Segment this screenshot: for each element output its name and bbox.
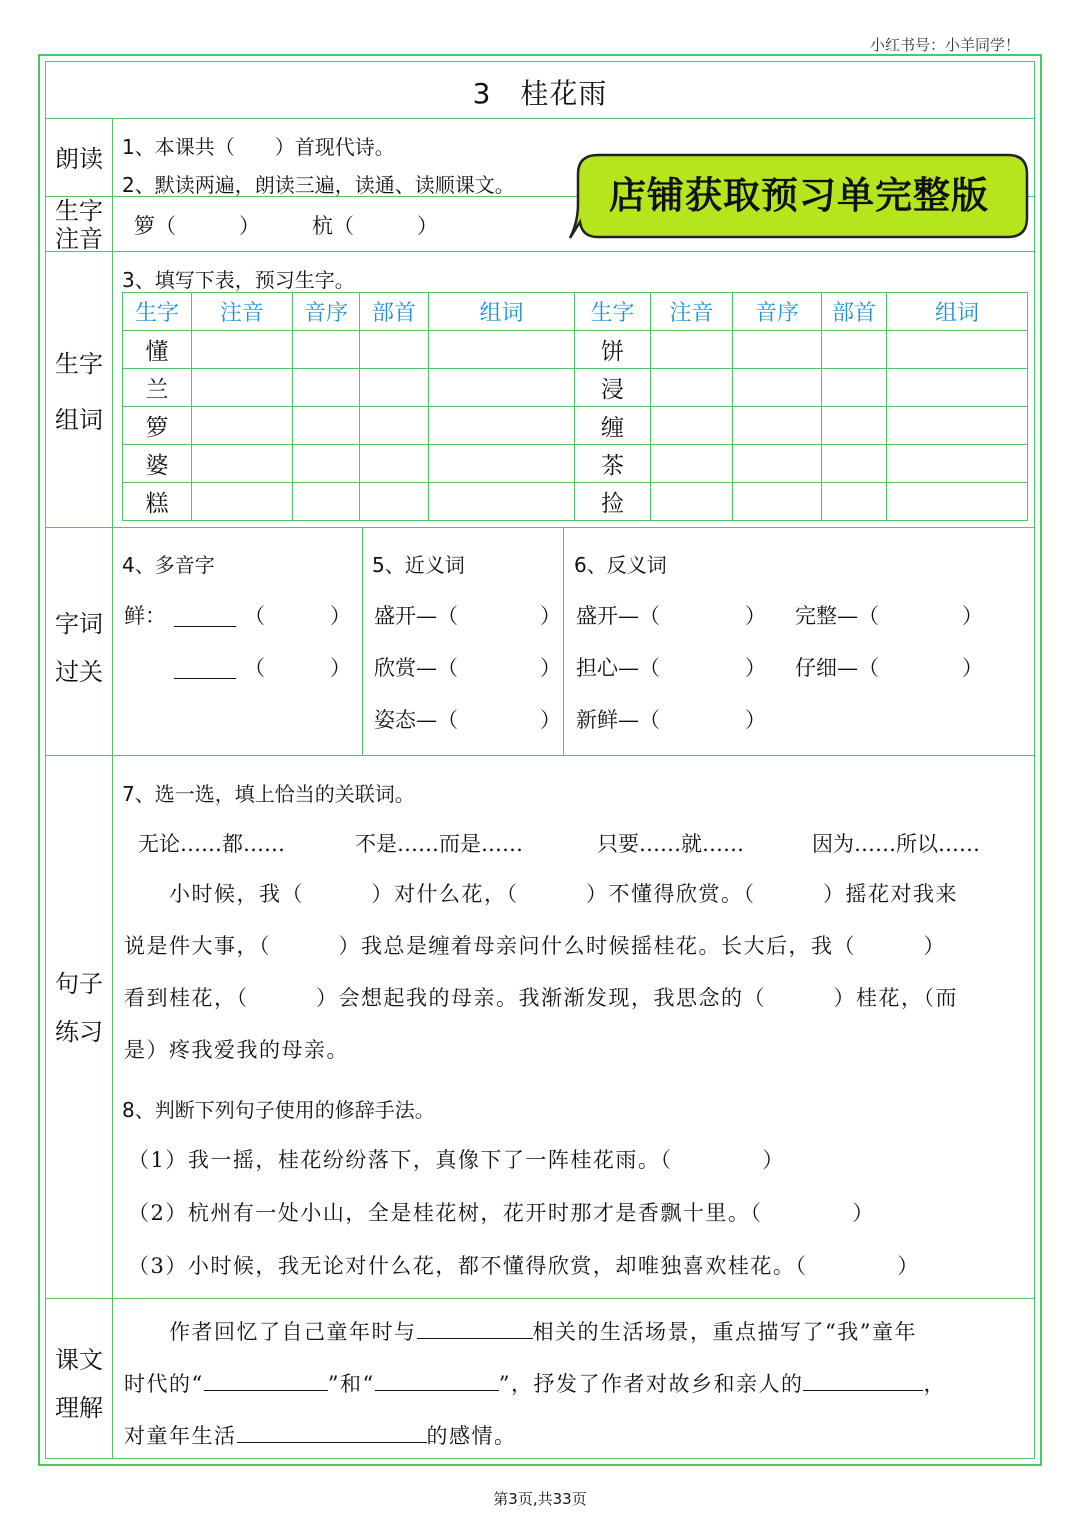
divider-pinyin <box>45 251 1035 252</box>
blank-cell[interactable] <box>651 331 733 369</box>
summary-line <box>124 1410 1029 1462</box>
header-cell: 注音 <box>651 293 733 331</box>
table-row <box>123 407 1028 445</box>
blank-cell[interactable] <box>733 483 822 521</box>
blank-cell[interactable] <box>651 483 733 521</box>
summary-text: 的感情。 <box>426 1424 517 1448</box>
summary-line <box>124 1306 1029 1358</box>
option-item: 只要……就…… <box>597 832 744 856</box>
header-cell: 部首 <box>360 293 429 331</box>
label-chars <box>45 340 113 444</box>
char-cell: 兰 <box>123 369 192 407</box>
label-understanding-l2: 理解 <box>55 1394 103 1422</box>
header-cell: 注音 <box>192 293 293 331</box>
blank-cell[interactable] <box>429 331 575 369</box>
blank-cell[interactable] <box>822 407 887 445</box>
option-item: 因为……所以…… <box>812 832 980 856</box>
label-column-line <box>112 118 113 1459</box>
label-pinyin-l2: 注音 <box>55 225 103 253</box>
option-item: 不是……而是…… <box>355 832 523 856</box>
passage-line: 说是件大事，（ ）我总是缠着母亲问什么时候摇桂花。长大后，我（ ） <box>124 934 946 958</box>
blank-cell[interactable] <box>429 369 575 407</box>
paren-open: （ <box>244 604 265 628</box>
passage <box>124 868 1029 1076</box>
label-sentences <box>45 960 113 1056</box>
summary-blank-4[interactable] <box>803 1370 923 1391</box>
question-4: 4、多音字 <box>122 553 215 577</box>
blank-cell[interactable] <box>293 445 360 483</box>
divider-title <box>45 118 1035 119</box>
header-cell: 生字 <box>123 293 192 331</box>
summary-text: ”和“ <box>327 1372 375 1396</box>
blank-cell[interactable] <box>360 445 429 483</box>
char-cell: 缠 <box>575 407 651 445</box>
blank-cell[interactable] <box>429 445 575 483</box>
passage-line: 小时候，我（ ）对什么花，（ ）不懂得欣赏。（ ）摇花对我来 <box>124 882 958 906</box>
blank-cell[interactable] <box>192 483 293 521</box>
question-2: 2、默读两遍，朗读三遍，读通、读顺课文。 <box>122 173 515 197</box>
rhetoric-item: （1）我一摇，桂花纷纷落下，真像下了一阵桂花雨。（ ） <box>128 1148 785 1172</box>
rhetoric-item: （2）杭州有一处小山，全是桂花树，花开时那才是香飘十里。（ ） <box>128 1201 875 1225</box>
blank-cell[interactable] <box>293 331 360 369</box>
blank-cell[interactable] <box>822 483 887 521</box>
summary-blank-5[interactable] <box>237 1422 427 1443</box>
table-row <box>123 445 1028 483</box>
header-cell: 组词 <box>429 293 575 331</box>
summary-blank-2[interactable] <box>204 1370 328 1391</box>
blank-cell[interactable] <box>822 445 887 483</box>
chars-table-header <box>123 293 1028 331</box>
question-7: 7、选一选，填上恰当的关联词。 <box>122 782 415 806</box>
label-understanding-l1: 课文 <box>55 1346 103 1374</box>
paren-close: ） <box>330 604 351 628</box>
question-3: 3、填写下表，预习生字。 <box>122 268 355 292</box>
summary-text: ， <box>923 1372 946 1396</box>
blank-cell[interactable] <box>822 369 887 407</box>
blank-cell[interactable] <box>360 483 429 521</box>
header-cell: 音序 <box>293 293 360 331</box>
label-reading: 朗读 <box>55 145 103 173</box>
blank-cell[interactable] <box>293 483 360 521</box>
page-title: 3 桂花雨 <box>472 77 608 110</box>
table-row <box>123 369 1028 407</box>
blank-cell[interactable] <box>887 331 1028 369</box>
blank-cell[interactable] <box>887 483 1028 521</box>
paren-close: ） <box>330 656 351 680</box>
passage-line: 看到桂花，（ ）会想起我的母亲。我渐渐发现，我思念的（ ）桂花，（而 <box>124 986 958 1010</box>
antonym-item: 仔细—（ <box>795 656 879 680</box>
promo-text: 店铺获取预习单完整版 <box>609 174 989 217</box>
paren-close: ） <box>540 656 561 680</box>
blank-cell[interactable] <box>293 407 360 445</box>
summary-text: 对童年生活 <box>124 1424 237 1448</box>
blank-cell[interactable] <box>429 483 575 521</box>
blank-cell[interactable] <box>822 331 887 369</box>
char-cell: 茶 <box>575 445 651 483</box>
blank-cell[interactable] <box>192 407 293 445</box>
label-pinyin <box>45 197 113 253</box>
blank-cell[interactable] <box>733 331 822 369</box>
label-words <box>45 600 113 696</box>
blank-cell[interactable] <box>651 369 733 407</box>
question-8: 8、判断下列句子使用的修辞手法。 <box>122 1098 435 1122</box>
page-number: 第3页,共33页 <box>493 1490 587 1508</box>
synonym-item: 姿态—（ <box>374 708 458 732</box>
blank-cell[interactable] <box>360 407 429 445</box>
blank-cell[interactable] <box>360 369 429 407</box>
paren-open: （ <box>244 656 265 680</box>
divider-chars <box>45 527 1035 528</box>
blank-cell[interactable] <box>429 407 575 445</box>
label-understanding <box>45 1336 113 1432</box>
blank-cell[interactable] <box>293 369 360 407</box>
blank-cell[interactable] <box>887 369 1028 407</box>
blank-cell[interactable] <box>651 445 733 483</box>
antonym-item: 完整—（ <box>795 604 879 628</box>
label-chars-l1: 生字 <box>55 350 103 378</box>
paren-close: ） <box>540 708 561 732</box>
words-divider-2 <box>563 527 564 755</box>
label-chars-l2: 组词 <box>55 406 103 434</box>
promo-bubble <box>568 152 1030 240</box>
char-cell: 糕 <box>123 483 192 521</box>
summary-blank-3[interactable] <box>375 1370 499 1391</box>
char-cell: 箩 <box>123 407 192 445</box>
summary-blank-1[interactable] <box>417 1318 533 1339</box>
summary-paragraph <box>124 1306 1029 1462</box>
blank-cell[interactable] <box>733 369 822 407</box>
table-row <box>123 331 1028 369</box>
blank-cell[interactable] <box>651 407 733 445</box>
header-cell: 组词 <box>887 293 1028 331</box>
table-row <box>123 483 1028 521</box>
label-words-l1: 字词 <box>55 610 103 638</box>
antonym-item: 担心—（ <box>576 656 660 680</box>
char-cell: 饼 <box>575 331 651 369</box>
header-cell: 部首 <box>822 293 887 331</box>
poly-blank-1[interactable] <box>174 626 236 627</box>
summary-text: ”，抒发了作者对故乡和亲人的 <box>498 1372 804 1396</box>
blank-cell[interactable] <box>192 369 293 407</box>
paren-close: ） <box>745 604 766 628</box>
blank-cell[interactable] <box>733 407 822 445</box>
question-1: 1、本课共（ ）首现代诗。 <box>122 135 395 159</box>
label-sentences-l1: 句子 <box>55 970 103 998</box>
antonym-item: 新鲜—（ <box>576 708 660 732</box>
blank-cell[interactable] <box>192 445 293 483</box>
summary-text: 作者回忆了自己童年时与 <box>124 1320 417 1344</box>
paren-close: ） <box>962 604 983 628</box>
paren-close: ） <box>540 604 561 628</box>
question-6: 6、反义词 <box>574 553 667 577</box>
divider-sentences <box>45 1298 1035 1299</box>
summary-text: 时代的“ <box>124 1372 204 1396</box>
blank-cell[interactable] <box>733 445 822 483</box>
char-cell: 婆 <box>123 445 192 483</box>
divider-words <box>45 755 1035 756</box>
blank-cell[interactable] <box>887 445 1028 483</box>
poly-char: 鲜： <box>124 604 166 628</box>
option-item: 无论……都…… <box>138 832 285 856</box>
chars-table <box>122 292 1028 521</box>
blank-cell[interactable] <box>192 331 293 369</box>
synonym-item: 欣赏—（ <box>374 656 458 680</box>
summary-text: 相关的生活场景，重点描写了“我”童年 <box>532 1320 917 1344</box>
char-cell: 捡 <box>575 483 651 521</box>
blank-cell[interactable] <box>887 407 1028 445</box>
label-pinyin-l1: 生字 <box>55 197 103 225</box>
poly-blank-2[interactable] <box>174 678 236 679</box>
paren-close: ） <box>745 708 766 732</box>
rhetoric-item: （3）小时候，我无论对什么花，都不懂得欣赏，却唯独喜欢桂花。（ ） <box>128 1254 920 1278</box>
words-divider-1 <box>362 527 363 755</box>
synonym-item: 盛开—（ <box>374 604 458 628</box>
watermark: 小红书号：小羊同学！ <box>869 36 1020 54</box>
pinyin-item-1: 箩（ ） <box>134 214 260 238</box>
header-cell: 生字 <box>575 293 651 331</box>
blank-cell[interactable] <box>360 331 429 369</box>
char-cell: 浸 <box>575 369 651 407</box>
antonym-item: 盛开—（ <box>576 604 660 628</box>
pinyin-item-2: 杭（ ） <box>312 214 438 238</box>
label-words-l2: 过关 <box>55 658 103 686</box>
passage-line: 是）疼我爱我的母亲。 <box>124 1038 349 1062</box>
question-5: 5、近义词 <box>372 553 465 577</box>
paren-close: ） <box>962 656 983 680</box>
header-cell: 音序 <box>733 293 822 331</box>
summary-line <box>124 1358 1029 1410</box>
paren-close: ） <box>745 656 766 680</box>
char-cell: 懂 <box>123 331 192 369</box>
label-sentences-l2: 练习 <box>55 1018 103 1046</box>
